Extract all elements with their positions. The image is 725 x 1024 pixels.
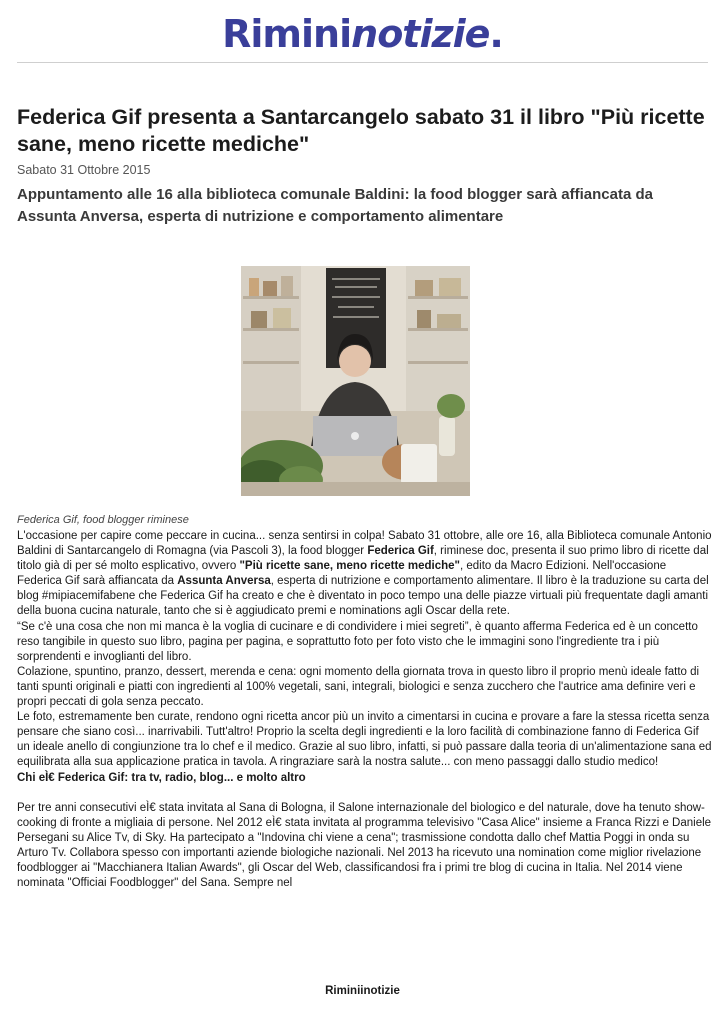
paragraph-bio: Per tre anni consecutivi eÌ€ stata invitata al Sana di Bologna, il Salone internazionale del biologico e del naturale, dove ha tenuto show-cooking di fronte a migliaia di persone. Nel 2012 eÌ€ stata invitata al programma televisivo "Casa Alice" insieme a Franca Rizzi e Daniele Persegani su Alice Tv, di Sky. Ha partecipato a "Indovina chi viene a cena"; trasmissione condotta dallo chef Mattia Poggi in onda su Arturo Tv. Collabora spesso con importanti aziende biologiche nazionali. Nel 2013 ha ricevuto una nomination come miglior rivelazione foodblogger ai "Macchianera Italian Awards", gli Oscar del Web, classificandosi fra i primi tre blog di cucina in Italia. Nel 2014 viene nominata "Officiai Foodblogger" del Sana. Sempre nel bbox=[17, 801, 712, 890]
paragraph-intro bbox=[17, 529, 712, 620]
page-footer: Riminiinotizie bbox=[325, 985, 400, 997]
article-body bbox=[17, 529, 712, 891]
text-run: L'occasione per capire come peccare in cucina... senza sentirsi in colpa! Sabato 31 ottobre, alle ore 16, alla Biblioteca comunale Antonio Baldini di Santarcangelo di Romagna (via Pascoli 3), la food blogger bbox=[17, 530, 712, 558]
article-date: Sabato 31 Ottobre 2015 bbox=[17, 163, 151, 177]
photo-caption: Federica Gif, food blogger riminese bbox=[17, 514, 189, 526]
header-divider bbox=[17, 62, 708, 63]
article-photo bbox=[241, 266, 470, 496]
text-bold-author: Federica Gif bbox=[367, 545, 434, 558]
text-bold-book-title: "Più ricette sane, meno ricette mediche" bbox=[239, 560, 460, 573]
text-run: , riminese doc, presenta il suo primo libro di ricette dal titolo già di per sé molto esplicativo, ovvero bbox=[17, 545, 709, 573]
paragraph-spacer bbox=[17, 786, 712, 801]
logo-part-rimini: Rimini bbox=[222, 12, 352, 56]
logo-part-notizie: notizie bbox=[351, 12, 490, 56]
article-subtitle: Appuntamento alle 16 alla biblioteca comunale Baldini: la food blogger sarà affiancata da Assunta Anversa, esperta di nutrizione e comportamento alimentare bbox=[17, 186, 653, 225]
paragraph-photos: Le foto, estremamente ben curate, rendono ogni ricetta ancor più un invito a cimentarsi in cucina e provare a fare la stessa ricetta senza pensare che siano così... inarrivabili. Tutt'altro! Proprio la scelta degli ingredienti e la loro facilità di combinazione fanno di Federica Gif un ideale anello di congiunzione tra lo chef e il medico. Grazie al suo libro, infatti, si può passare dalla teoria di un'alimentazione sana ed equilibrata alla sua applicazione pratica in tavola. A ringraziare sarà la nostra salute... con meno passaggi dallo studio medico! bbox=[17, 711, 712, 769]
site-logo[interactable] bbox=[0, 10, 725, 58]
logo-dot: . bbox=[489, 12, 503, 56]
text-run: , edito da Macro Edizioni. Nell'occasione Federica Gif sarà affiancata da bbox=[17, 560, 667, 588]
text-run: , esperta di nutrizione e comportamento alimentare. Il libro è la traduzione su carta del blog #mipiacemifabene che Federica Gif ha creato e che è diventato in poco tempo una delle piazze virtuali più frequentate dagli amanti della buona cucina naturale, tanto che si è aggiudicato premi e nominations agli Oscar della rete. bbox=[17, 575, 709, 618]
section-heading: Chi eÌ€ Federica Gif: tra tv, radio, blog... e molto altro bbox=[17, 771, 306, 784]
paragraph-quote: “Se c'è una cosa che non mi manca è la voglia di cucinare e di condividere i miei segreti”, è quanto afferma Federica ed è un concetto reso tangibile in questo suo libro, pagina per pagina, e soprattutto foto per foto visto che le immagini sono l'ingrediente tra i più sorprendenti e invoglianti del libro. bbox=[17, 620, 698, 663]
article-title: Federica Gif presenta a Santarcangelo sabato 31 il libro "Più ricette sane, meno ricette mediche" bbox=[17, 105, 705, 156]
text-bold-guest: Assunta Anversa bbox=[177, 575, 271, 588]
paragraph-menu: Colazione, spuntino, pranzo, dessert, merenda e cena: ogni momento della giornata trova in questo libro il proprio menù ideale fatto di tanti spunti originali e piatti con ingredienti al 100% vegetali, sani, integrali, biologici e senza zucchero che l'autrice ama definire veri e propri peccati di gola senza peccato. bbox=[17, 665, 700, 709]
